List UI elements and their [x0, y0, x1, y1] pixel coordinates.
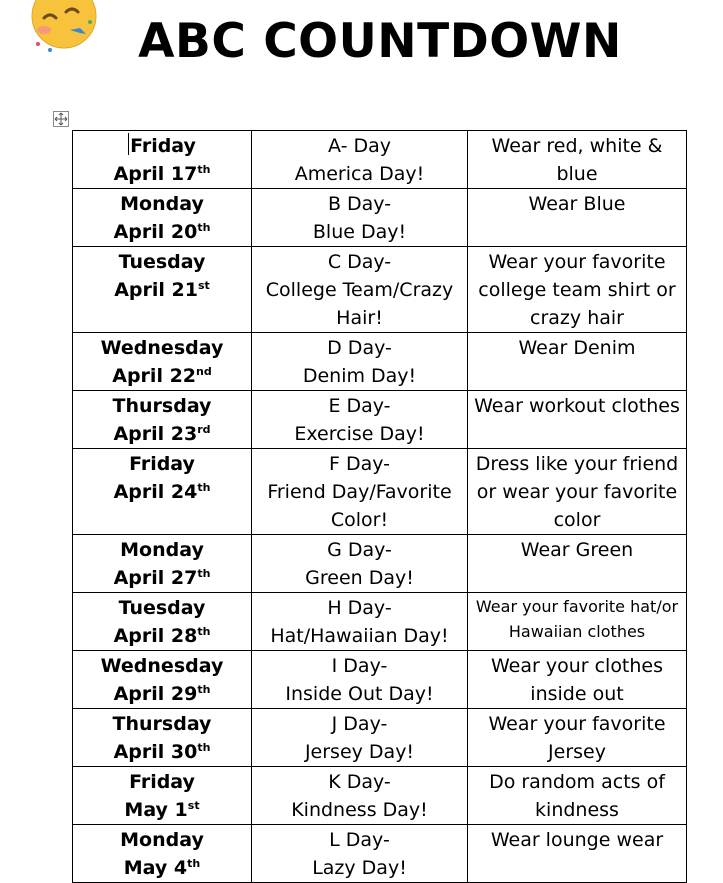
attire-cell	[468, 131, 687, 189]
attire-cell	[468, 535, 687, 593]
attire-text: Do random acts of kindness	[489, 771, 665, 821]
date-cell	[73, 189, 252, 247]
attire-text: Wear your favorite Jersey	[488, 713, 666, 763]
letter-day-cell	[252, 391, 468, 449]
table-row	[73, 333, 687, 391]
letter-day-text: D Day-	[327, 337, 392, 359]
weekday-text: Tuesday	[118, 251, 206, 273]
date-cell	[73, 709, 252, 767]
attire-cell	[468, 593, 687, 651]
theme-text: Lazy Day!	[312, 857, 407, 879]
weekday-text: Wednesday	[100, 655, 224, 677]
date-cell	[73, 247, 252, 333]
letter-day-cell	[252, 131, 468, 189]
theme-text: Exercise Day!	[294, 423, 425, 445]
ordinal-suffix: st	[187, 799, 200, 812]
letter-day-text: E Day-	[328, 395, 391, 417]
date-text: May 4th	[123, 857, 201, 879]
ordinal-suffix: th	[197, 221, 211, 234]
table-row	[73, 131, 687, 189]
attire-cell	[468, 825, 687, 883]
theme-text: Blue Day!	[312, 221, 407, 243]
theme-text: Friend Day/Favorite Color!	[267, 481, 452, 531]
ordinal-suffix: rd	[197, 423, 211, 436]
ordinal-suffix: st	[197, 279, 210, 292]
letter-day-text: K Day-	[328, 771, 391, 793]
table-row	[73, 247, 687, 333]
attire-text: Wear lounge wear	[490, 829, 664, 851]
page-title: ABC COUNTDOWN	[138, 14, 622, 69]
attire-text: Wear Denim	[518, 337, 636, 359]
table-move-handle-icon[interactable]	[53, 111, 69, 127]
ordinal-suffix: th	[187, 857, 201, 870]
countdown-table	[72, 130, 687, 883]
attire-cell	[468, 651, 687, 709]
date-text: April 28th	[113, 625, 211, 647]
table-row	[73, 767, 687, 825]
theme-text: Denim Day!	[302, 365, 417, 387]
weekday-text: Wednesday	[100, 337, 224, 359]
letter-day-cell	[252, 535, 468, 593]
letter-day-text: F Day-	[328, 453, 390, 475]
attire-text: Wear workout clothes	[474, 395, 680, 417]
ordinal-suffix: th	[197, 567, 211, 580]
theme-text: College Team/Crazy Hair!	[265, 279, 454, 329]
date-text: April 23rd	[113, 423, 211, 445]
letter-day-text: C Day-	[327, 251, 392, 273]
weekday-text: Friday	[129, 771, 195, 793]
table-row	[73, 449, 687, 535]
letter-day-cell	[252, 593, 468, 651]
table-row	[73, 593, 687, 651]
date-cell	[73, 535, 252, 593]
ordinal-suffix: th	[197, 741, 211, 754]
attire-cell	[468, 709, 687, 767]
letter-day-cell	[252, 651, 468, 709]
date-cell	[73, 593, 252, 651]
ordinal-suffix: th	[197, 163, 211, 176]
attire-text: Wear Blue	[528, 193, 626, 215]
weekday-text: Monday	[120, 193, 204, 215]
ordinal-suffix: th	[197, 481, 211, 494]
letter-day-text: L Day-	[329, 829, 390, 851]
date-text: April 29th	[113, 683, 211, 705]
letter-day-text: A- Day	[328, 135, 391, 157]
letter-day-text: H Day-	[327, 597, 392, 619]
letter-day-text: B Day-	[327, 193, 392, 215]
letter-day-cell	[252, 767, 468, 825]
theme-text: Jersey Day!	[304, 741, 415, 763]
date-cell	[73, 767, 252, 825]
date-cell	[73, 131, 252, 189]
date-text: April 27th	[113, 567, 211, 589]
attire-cell	[468, 247, 687, 333]
date-text: April 20th	[113, 221, 211, 243]
text-cursor	[128, 133, 129, 155]
attire-cell	[468, 189, 687, 247]
letter-day-cell	[252, 189, 468, 247]
attire-cell	[468, 333, 687, 391]
letter-day-text: G Day-	[327, 539, 392, 561]
attire-cell	[468, 449, 687, 535]
letter-day-cell	[252, 333, 468, 391]
attire-text: Wear Green	[520, 539, 634, 561]
letter-day-cell	[252, 449, 468, 535]
date-text: April 22nd	[112, 365, 212, 387]
attire-text: Wear your favorite hat/or Hawaiian clothes	[475, 597, 679, 641]
letter-day-cell	[252, 825, 468, 883]
date-text: April 30th	[113, 741, 211, 763]
letter-day-text: I Day-	[331, 655, 388, 677]
table-row	[73, 709, 687, 767]
weekday-text: Tuesday	[118, 597, 206, 619]
ordinal-suffix: th	[197, 683, 211, 696]
table-row	[73, 189, 687, 247]
date-cell	[73, 825, 252, 883]
attire-text: Wear red, white & blue	[491, 135, 663, 185]
attire-text: Wear your clothes inside out	[490, 655, 664, 705]
date-text: April 17th	[113, 163, 211, 185]
weekday-text: Thursday	[112, 713, 212, 735]
table-row	[73, 391, 687, 449]
theme-text: Inside Out Day!	[285, 683, 434, 705]
date-cell	[73, 333, 252, 391]
date-cell	[73, 449, 252, 535]
attire-text: Dress like your friend or wear your favorite color	[475, 453, 679, 531]
weekday-text: Friday	[129, 453, 195, 475]
ordinal-suffix: nd	[196, 365, 212, 378]
date-text: April 21st	[114, 279, 210, 301]
table-row	[73, 825, 687, 883]
theme-text: Kindness Day!	[291, 799, 428, 821]
theme-text: America Day!	[294, 163, 425, 185]
letter-day-cell	[252, 247, 468, 333]
letter-day-cell	[252, 709, 468, 767]
theme-text: Green Day!	[305, 567, 414, 589]
weekday-text: Friday	[130, 135, 196, 157]
letter-day-text: J Day-	[331, 713, 388, 735]
attire-cell	[468, 391, 687, 449]
weekday-text: Monday	[120, 539, 204, 561]
ordinal-suffix: th	[197, 625, 211, 638]
attire-cell	[468, 767, 687, 825]
theme-text: Hat/Hawaiian Day!	[270, 625, 449, 647]
date-cell	[73, 391, 252, 449]
weekday-text: Thursday	[112, 395, 212, 417]
date-cell	[73, 651, 252, 709]
date-text: May 1st	[124, 799, 200, 821]
table-row	[73, 535, 687, 593]
attire-text: Wear your favorite college team shirt or crazy hair	[478, 251, 676, 329]
table-row	[73, 651, 687, 709]
date-text: April 24th	[113, 481, 211, 503]
weekday-text: Monday	[120, 829, 204, 851]
